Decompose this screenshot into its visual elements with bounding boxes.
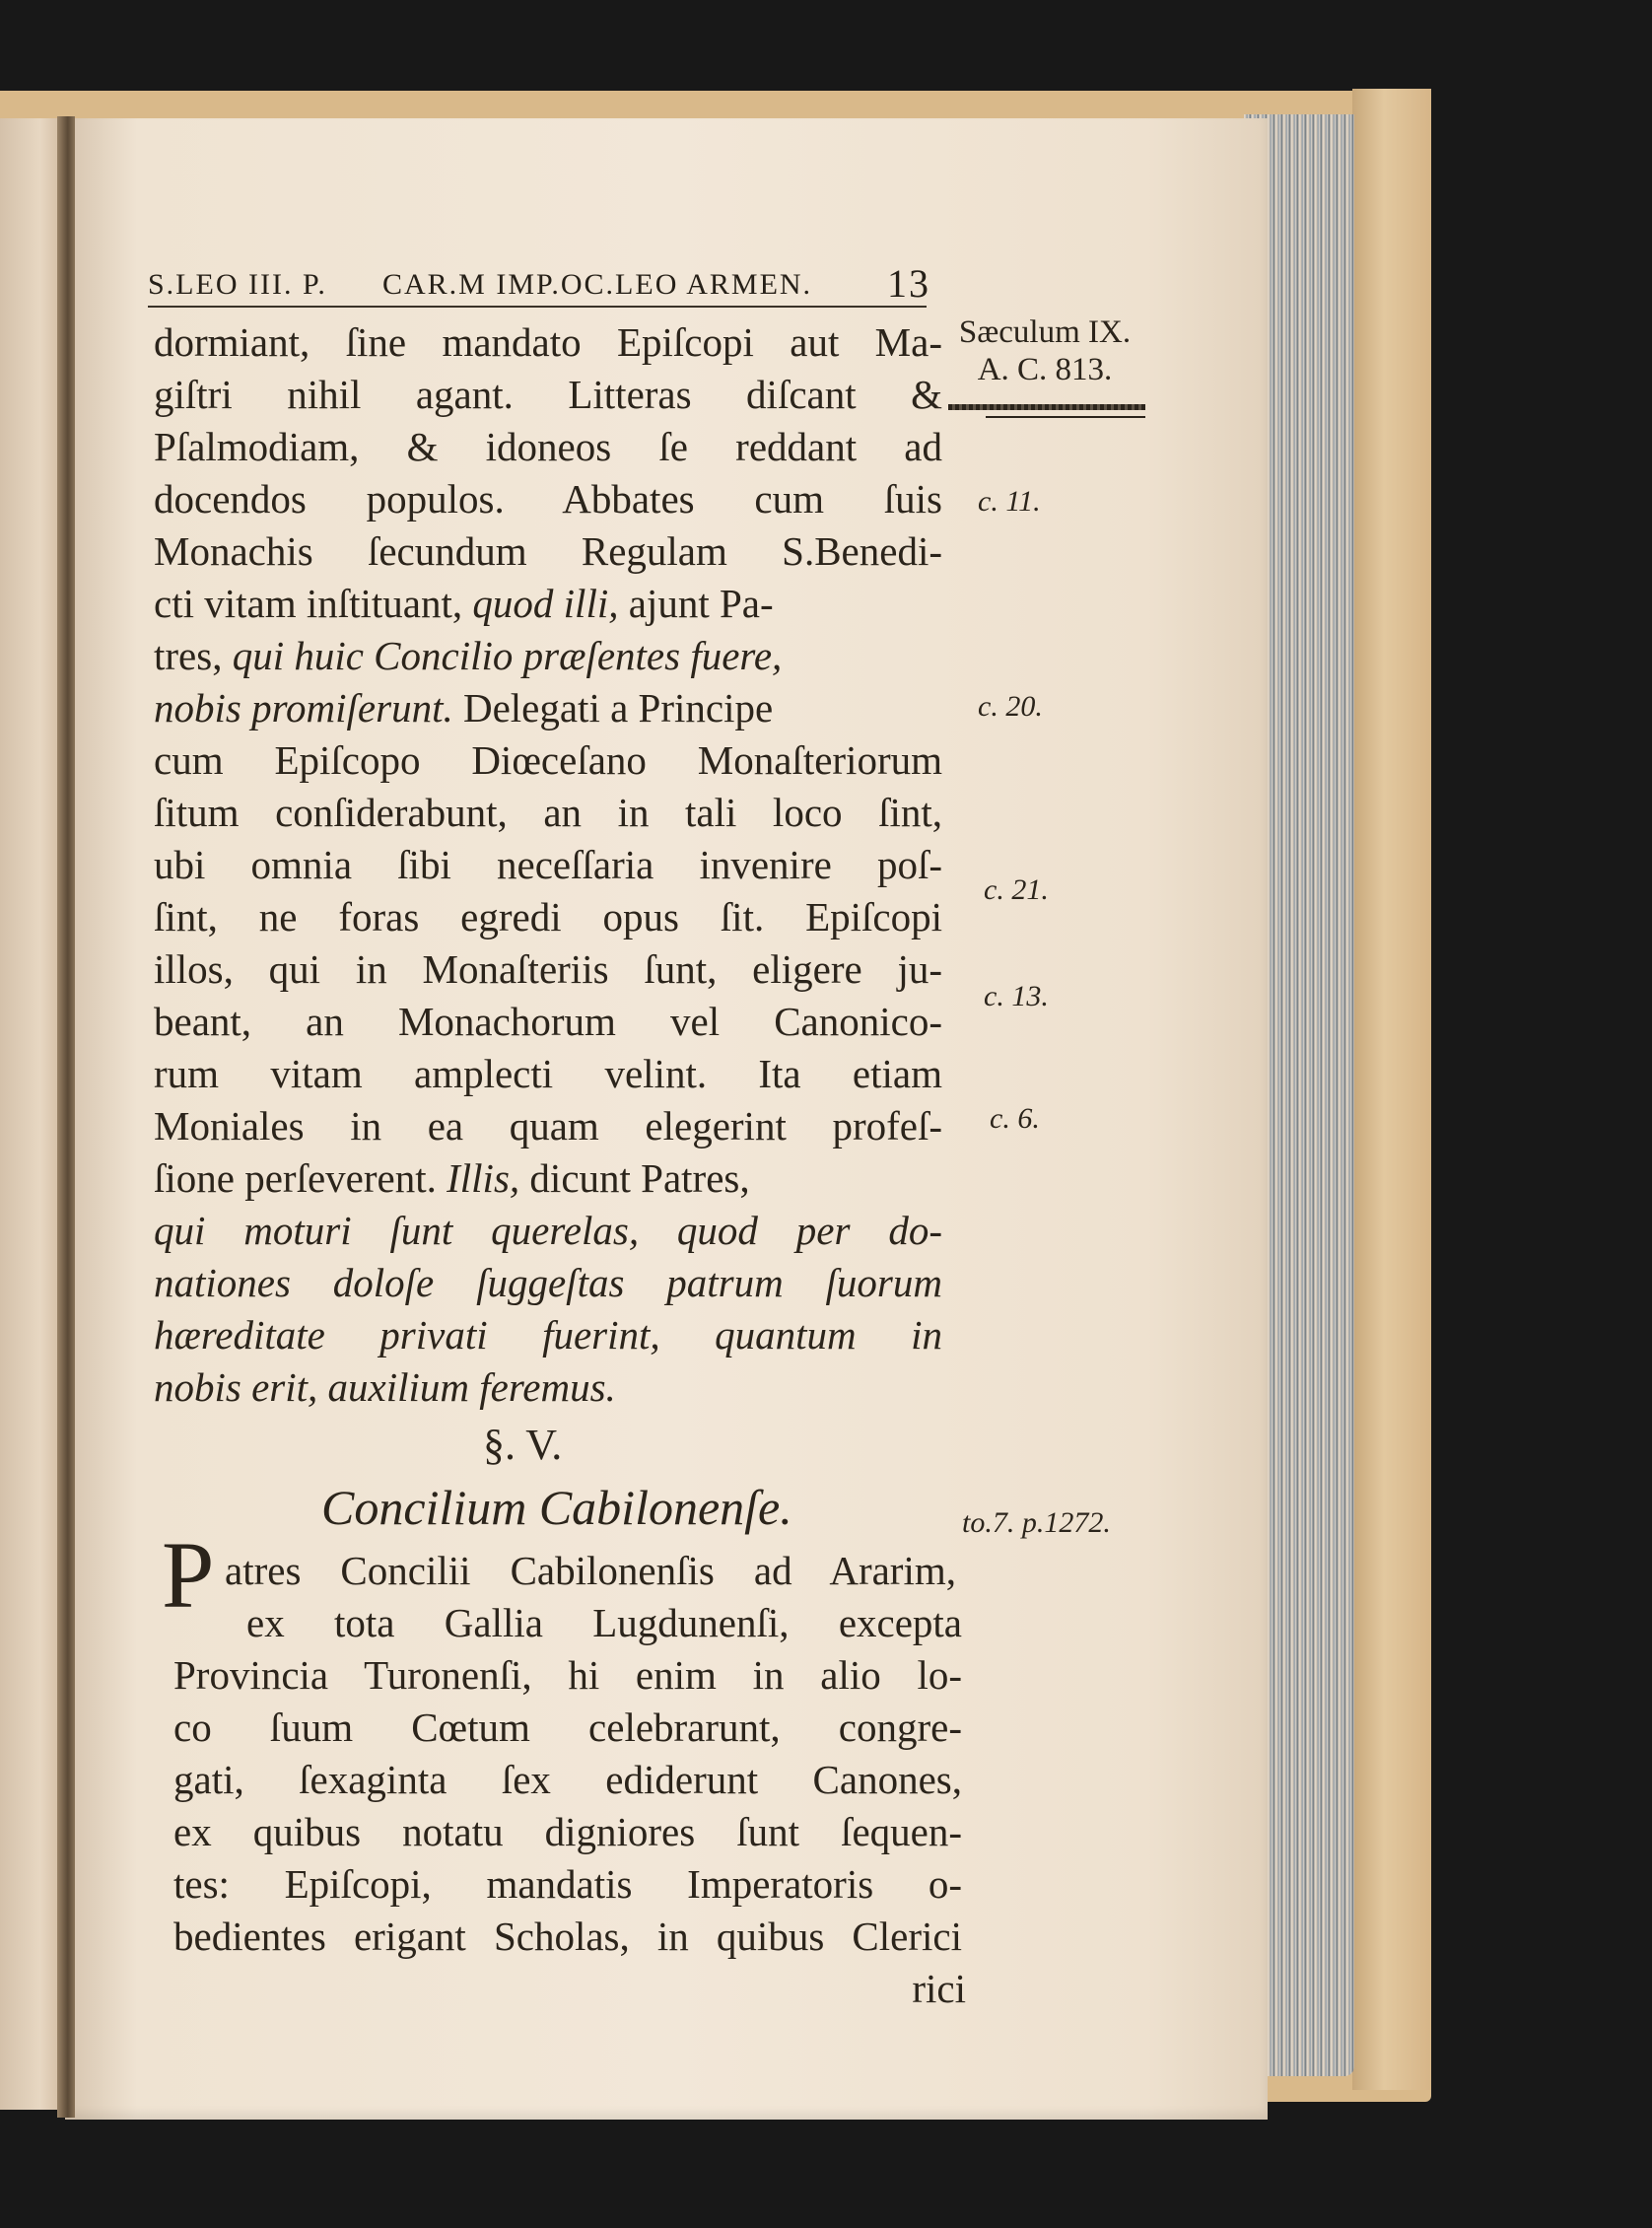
text-line [154,579,942,628]
text-line: Provincia Turonenſi, hi enim in alio lo- [173,1652,962,1698]
text-line [154,683,942,732]
text-line: illos, qui in Monaſteriis ſunt, eligere ju- [154,946,942,992]
text-line: Moniales in ea quam elegerint profeſ- [154,1103,942,1149]
text-line: qui moturi ſunt querelas, quod per do- [154,1208,942,1253]
margin-rule-thin [986,416,1145,418]
margin-note: c. 11. [978,485,1041,518]
text-line: nationes doloſe ſuggeſtas patrum ſuorum [154,1260,942,1305]
text-line: hæreditate privati fuerint, quantum in [154,1312,942,1358]
text-line: ex quibus notatu digniores ſunt ſequen- [173,1809,962,1854]
text-line: docendos populos. Abbates cum ſuis [154,476,942,522]
margin-note: c. 6. [990,1102,1040,1135]
text-line: ſint, ne foras egredi opus ſit. Epiſcopi [154,894,942,940]
drop-cap: P [162,1522,215,1628]
text-span: ajunt Pa- [628,581,774,626]
text-span: cti vitam inſtituant, [154,581,463,626]
text-line: ex tota Gallia Lugdunenſi, excepta [246,1600,962,1645]
text-span: dicunt Patres, [529,1155,750,1201]
header-rule [148,306,927,308]
text-line: atres Concilii Cabilonenſis ad Ararim, [225,1548,956,1593]
margin-note: c. 13. [984,980,1049,1012]
margin-date [936,313,1153,388]
section-number: §. V. [483,1421,563,1469]
italic-span: Illis, [447,1155,520,1201]
text-line: co ſuum Cœtum celebrarunt, congre- [173,1705,962,1750]
margin-note: c. 21. [984,873,1049,906]
header-middle: CAR.M IMP.OC.LEO ARMEN. [382,268,813,301]
text-line: gati, ſexaginta ſex ediderunt Canones, [173,1757,962,1802]
saeculum-label: Sæculum IX. [958,314,1132,350]
text-line: dormiant, ſine mandato Epiſcopi aut Ma- [154,319,942,365]
text-line: ubi omnia ſibi neceſſaria invenire poſ- [154,842,942,887]
text-line: tes: Epiſcopi, mandatis Imperatoris o- [173,1861,962,1907]
header-left: S.LEO III. P. [148,268,327,301]
page-number: 13 [887,261,930,306]
text-line: cum Epiſcopo Diœceſano Monaſteriorum [154,737,942,783]
text-line: nobis erit, auxilium feremus. [154,1364,616,1410]
text-span: Delegati a Principe [462,685,774,731]
running-header [148,258,930,308]
text-line: rici [912,1966,966,2011]
text-span: tres, [154,633,223,678]
italic-span: nobis promiſerunt. [154,685,453,731]
text-line: ſitum conſiderabunt, an in tali loco ſint, [154,790,942,835]
text-line [154,1153,942,1203]
margin-note: to.7. p.1272. [962,1506,1111,1539]
margin-rule [948,404,1145,410]
text-line: Pſalmodiam, & idoneos ſe reddant ad [154,424,942,469]
section-title: Concilium Cabilonenſe. [321,1480,792,1535]
text-span: ſione perſeverent. [154,1155,437,1201]
text-line [154,631,942,680]
text-line: giſtri nihil agant. Litteras diſcant & [154,372,942,417]
text-line: beant, an Monachorum vel Canonico- [154,999,942,1044]
italic-span: qui huic Concilio præſentes fuere, [232,633,783,678]
text-line: Monachis ſecundum Regulam S.Benedi- [154,528,942,574]
text-line: rum vitam amplecti velint. Ita etiam [154,1051,942,1096]
text-line: bedientes erigant Scholas, in quibus Clerici [173,1914,962,1959]
margin-note: c. 20. [978,690,1043,723]
anno-label: A. C. 813. [977,352,1113,387]
italic-span: quod illi, [472,581,619,626]
